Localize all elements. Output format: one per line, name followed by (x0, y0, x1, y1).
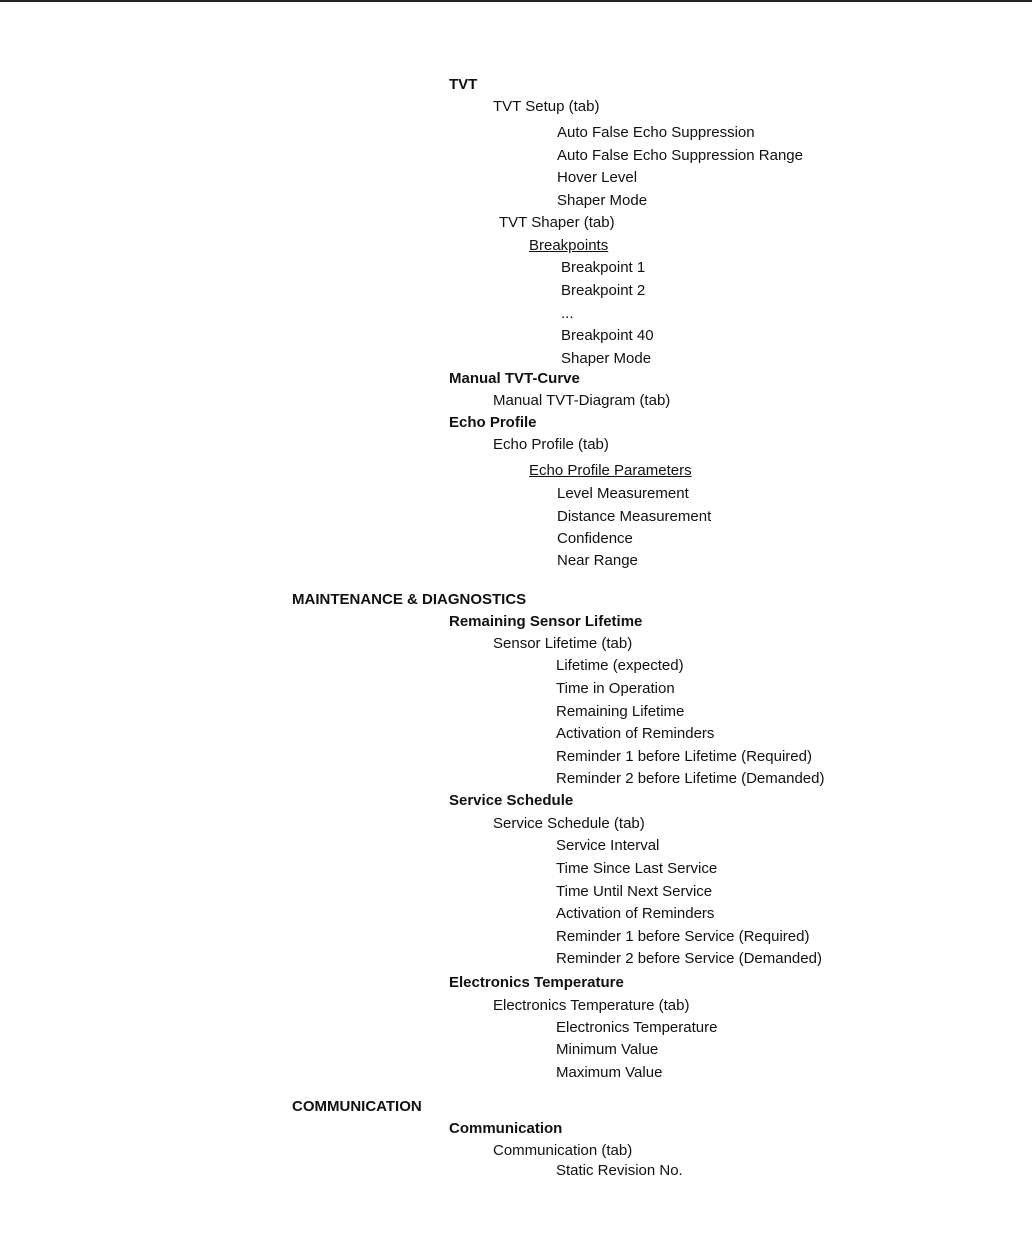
param-static-revision-no: Static Revision No. (556, 1162, 683, 1179)
service-schedule-tab[interactable]: Service Schedule (tab) (493, 815, 645, 832)
param-reminder-2-service: Reminder 2 before Service (Demanded) (556, 950, 822, 967)
param-reminder-1-service: Reminder 1 before Service (Required) (556, 928, 810, 945)
maintenance-diagnostics-section: MAINTENANCE & DIAGNOSTICS (292, 591, 527, 608)
tvt-shaper-tab[interactable]: TVT Shaper (tab) (499, 214, 615, 231)
param-reminder-2-lifetime: Reminder 2 before Lifetime (Demanded) (556, 770, 825, 787)
param-shaper-mode-2: Shaper Mode (561, 350, 652, 367)
manual-tvt-curve-heading: Manual TVT-Curve (449, 370, 580, 387)
param-breakpoint-40: Breakpoint 40 (561, 327, 654, 344)
communication-section: COMMUNICATION (292, 1098, 422, 1115)
electronics-temperature-heading: Electronics Temperature (449, 974, 624, 991)
param-electronics-temperature: Electronics Temperature (556, 1019, 718, 1036)
param-near-range: Near Range (557, 552, 638, 569)
param-time-since-last-service: Time Since Last Service (556, 860, 718, 877)
param-distance-measurement: Distance Measurement (557, 508, 712, 525)
tvt-heading: TVT (449, 76, 478, 93)
communication-tab[interactable]: Communication (tab) (493, 1142, 633, 1159)
sensor-lifetime-tab[interactable]: Sensor Lifetime (tab) (493, 635, 633, 652)
param-time-until-next-service: Time Until Next Service (556, 883, 713, 900)
echo-profile-parameters-group: Echo Profile Parameters (529, 462, 692, 479)
param-time-in-operation: Time in Operation (556, 680, 675, 697)
echo-profile-heading: Echo Profile (449, 414, 537, 431)
param-breakpoint-2: Breakpoint 2 (561, 282, 646, 299)
param-shaper-mode: Shaper Mode (557, 192, 648, 209)
param-auto-false-echo-suppression-range: Auto False Echo Suppression Range (557, 147, 803, 164)
param-hover-level: Hover Level (557, 169, 638, 186)
service-schedule-heading: Service Schedule (449, 792, 574, 809)
param-activation-of-reminders: Activation of Reminders (556, 725, 715, 742)
param-activation-of-reminders-service: Activation of Reminders (556, 905, 715, 922)
param-lifetime-expected: Lifetime (expected) (556, 657, 684, 674)
param-remaining-lifetime: Remaining Lifetime (556, 703, 685, 720)
param-auto-false-echo-suppression: Auto False Echo Suppression (557, 124, 755, 141)
top-rule (0, 0, 1032, 2)
electronics-temperature-tab[interactable]: Electronics Temperature (tab) (493, 997, 690, 1014)
param-level-measurement: Level Measurement (557, 485, 689, 502)
param-service-interval: Service Interval (556, 837, 660, 854)
param-reminder-1-lifetime: Reminder 1 before Lifetime (Required) (556, 748, 812, 765)
remaining-sensor-lifetime-heading: Remaining Sensor Lifetime (449, 613, 643, 630)
param-breakpoint-ellipsis: ... (561, 305, 574, 322)
tvt-setup-tab[interactable]: TVT Setup (tab) (493, 98, 600, 115)
echo-profile-tab[interactable]: Echo Profile (tab) (493, 436, 609, 453)
param-maximum-value: Maximum Value (556, 1064, 663, 1081)
param-confidence: Confidence (557, 530, 633, 547)
manual-tvt-diagram-tab[interactable]: Manual TVT-Diagram (tab) (493, 392, 671, 409)
communication-heading: Communication (449, 1120, 563, 1137)
param-minimum-value: Minimum Value (556, 1041, 659, 1058)
breakpoints-group: Breakpoints (529, 237, 609, 254)
param-breakpoint-1: Breakpoint 1 (561, 259, 646, 276)
